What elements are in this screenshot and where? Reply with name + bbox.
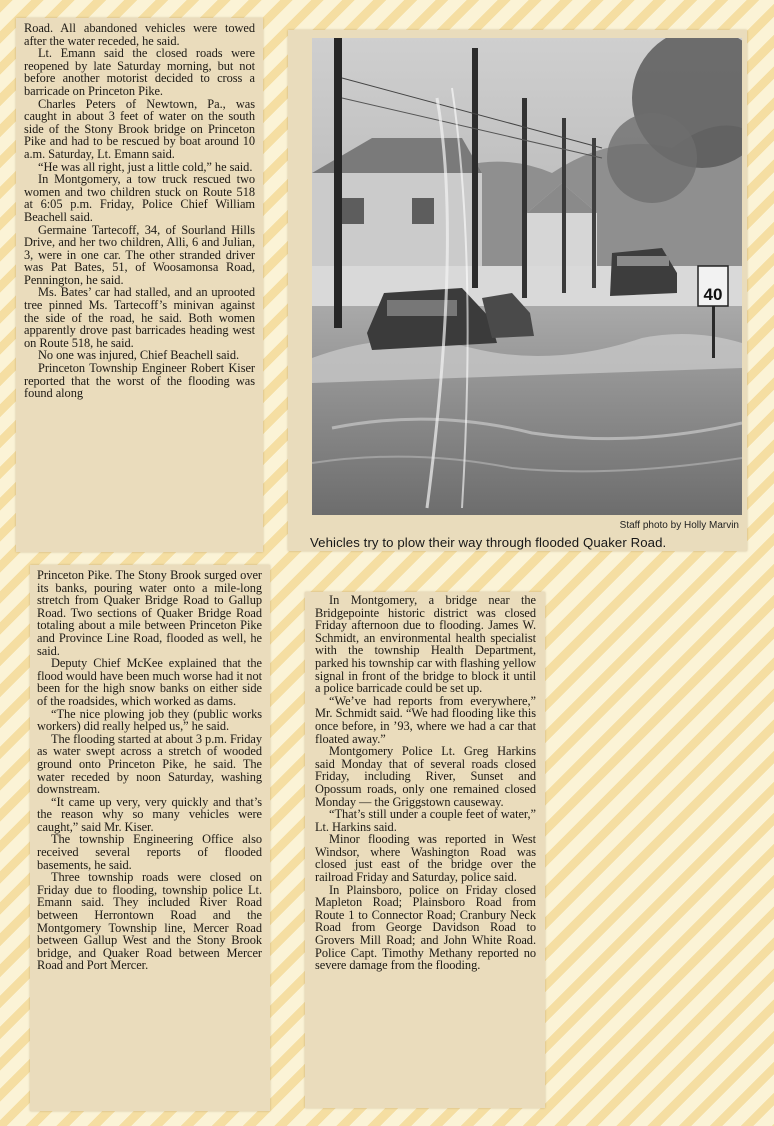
paragraph: Deputy Chief McKee explained that the flood would have been much worse had it not been for the high snow banks on either side of the roadsides, which worked as dams.: [37, 656, 262, 708]
article-column-2: [30, 565, 270, 1111]
paragraph: Road. All abandoned vehicles were towed after the water receded, he said.: [24, 21, 255, 48]
photo-clipping: [288, 30, 747, 551]
paragraph: In Plainsboro, police on Friday closed Mapleton Road; Plainsboro Road from Route 1 to Connector Road; Cranbury Neck Road from George Davidson Road to Grovers Mill Road; and John White Road. Police Capt. Timothy Methany reported no severe damage from the flooding.: [315, 882, 536, 973]
paragraph: Germaine Tartecoff, 34, of Sourland Hills Drive, and her two children, Alli, 6 and Julian, 3, were in one car. The other stranded driver was Pat Bates, 51, of Woosamonsa Road, Pennington, he said.: [24, 222, 255, 287]
paragraph: “That’s still under a couple feet of water,” Lt. Harkins said.: [315, 807, 536, 834]
photo-caption: Vehicles try to plow their way through flooded Quaker Road.: [310, 535, 667, 550]
paragraph: “We’ve had reports from everywhere,” Mr. Schmidt said. “We had flooding like this once before, in ’93, where we had a car that floated away.”: [315, 693, 536, 746]
speed-limit-sign-text: 40: [703, 285, 723, 304]
paragraph: The flooding started at about 3 p.m. Friday as water swept across a stretch of wooded ground onto Princeton Pike, he said. The water receded by noon Saturday, washing downstream.: [37, 731, 262, 797]
paragraph: Princeton Pike. The Stony Brook surged over its banks, pouring water onto a mile-long stretch from Quaker Bridge Road to Gallup Road. Two sections of Quaker Bridge Road totaling about a mile between Princeton Pike and Province Line Road, flooded as well, he said.: [37, 568, 262, 658]
article-column-1: [16, 18, 263, 552]
flood-photo: [312, 38, 742, 515]
paragraph: In Montgomery, a bridge near the Bridgepointe historic district was closed Friday afternoon due to flooding. James W. Schmidt, an environmental health specialist with the township Health Department, parked his township car with flashing yellow signal in front of the bridge to block it until a police barricade could be set up.: [315, 593, 536, 696]
paragraph: Montgomery Police Lt. Greg Harkins said Monday that of several roads closed Friday, including River, Sunset and Opossum roads, only one remained closed Monday — the Griggstown causeway.: [315, 744, 536, 809]
paragraph: In Montgomery, a tow truck rescued two women and two children stuck on Route 518 at 6:05 p.m. Friday, Police Chief William Beachell said.: [24, 172, 255, 224]
paragraph: Three township roads were closed on Friday due to flooding, township police Lt. Emann said. They included River Road between Herrontown Road and the Montgomery Township line, Mercer Road between Gallup West and the Stony Brook bridge, and Quaker Road between Mercer Road and Port Mercer.: [37, 870, 262, 973]
paragraph: Princeton Township Engineer Robert Kiser reported that the worst of the flooding was found along: [24, 361, 255, 401]
paragraph: “The nice plowing job they (public works workers) did really helped us,” he said.: [37, 706, 262, 734]
photo-credit: Staff photo by Holly Marvin: [619, 520, 739, 531]
paragraph: “He was all right, just a little cold,” he said.: [38, 159, 253, 174]
paragraph: Lt. Emann said the closed roads were reopened by late Saturday morning, but not before another motorist decided to cross a barricade on Princeton Pike.: [24, 46, 255, 98]
article-column-3: [305, 592, 545, 1108]
paragraph: Charles Peters of Newtown, Pa., was caught in about 3 feet of water on the south side of the Stony Brook bridge on Princeton Pike and had to be rescued by boat around 10 a.m. Saturday, Lt. Emann said.: [24, 96, 255, 161]
paragraph: “It came up very, very quickly and that’s the reason why so many vehicles were caught,” said Mr. Kiser.: [37, 794, 262, 834]
paragraph: Minor flooding was reported in West Windsor, where Washington Road was closed just east of the bridge over the railroad Friday and Saturday, police said.: [315, 832, 536, 885]
paragraph: No one was injured, Chief Beachell said.: [38, 348, 240, 363]
paragraph: The township Engineering Office also received several reports of flooded basements, he said.: [37, 832, 262, 872]
paragraph: Ms. Bates’ car had stalled, and an uprooted tree pinned Ms. Tartecoff’s minivan against the side of the road, he said. Both women apparently drove past barricades heading west on Route 518, he said.: [24, 285, 255, 350]
